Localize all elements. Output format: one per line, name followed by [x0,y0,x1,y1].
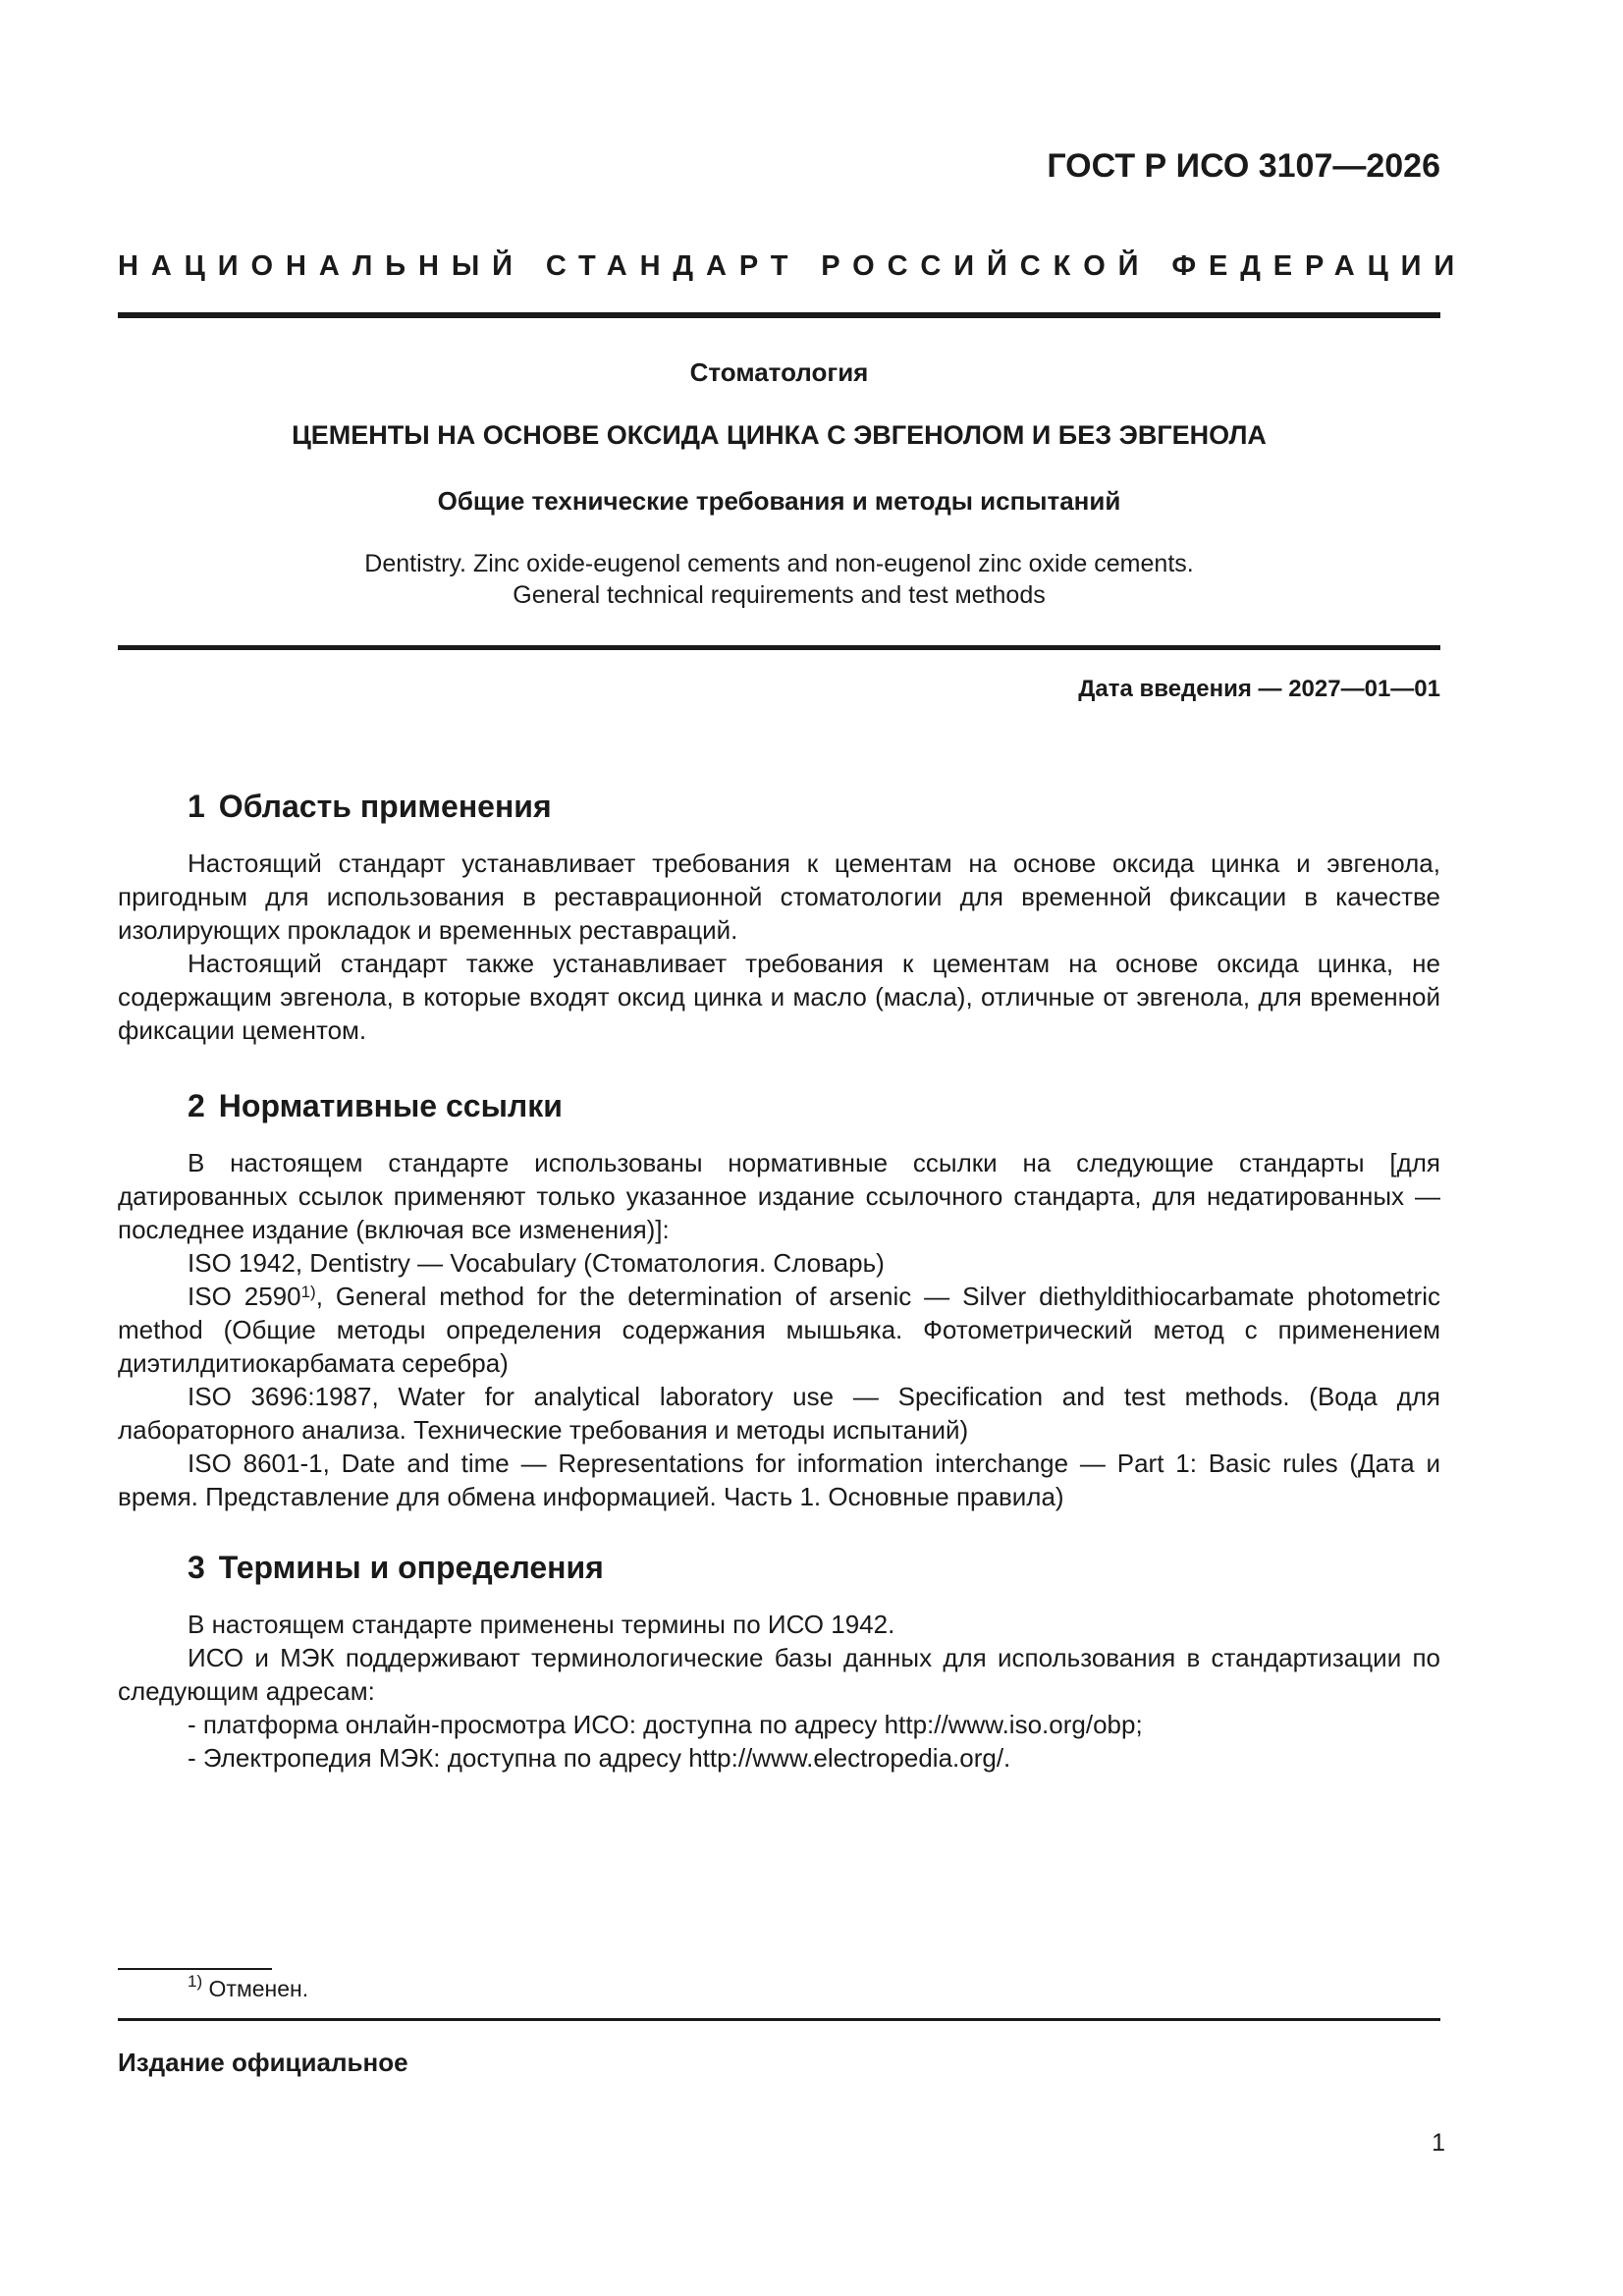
footnote-mark: 1) [300,1283,316,1301]
section-3-heading [188,1550,604,1586]
section-title: Нормативные ссылки [218,1088,563,1123]
footnote-separator [118,1968,272,1970]
english-title-line1: Dentistry. Zinc oxide-eugenol cements and non-eugenol zinc oxide cements. [364,550,1194,577]
section-1-body [118,847,1440,1047]
section-number: 1 [188,789,205,824]
main-title: ЦЕМЕНТЫ НА ОСНОВЕ ОКСИДА ЦИНКА С ЭВГЕНОЛОМ И БЕЗ ЭВГЕНОЛА [292,420,1267,450]
reference-item [118,1280,1440,1380]
list-item: - Электропедия МЭК: доступна по адресу http://www.electropedia.org/. [188,1743,1011,1773]
introduction-date: Дата введения — 2027—01—01 [1078,676,1440,702]
subject-title: Стоматология [689,357,869,387]
footnote [188,1972,309,2002]
english-title [118,548,1440,611]
section-2-body [118,1146,1440,1513]
paragraph: В настоящем стандарте применены термины по ИСО 1942. [188,1610,895,1639]
reference-text: , General method for the determination of arsenic — Silver diethyldithiocarbamate photometric method (Общие методы определения содержания мышьяка. Фотометрический метод с применением диэтилдитиокарбамата серебра) [118,1282,1440,1378]
english-title-line2: General technical requirements and test мethods [513,581,1046,609]
section-number: 3 [188,1550,205,1585]
paragraph: ИСО и МЭК поддерживают терминологические базы данных для использования в стандартизации по следующим адресам: [118,1643,1440,1706]
section-number: 2 [188,1088,205,1123]
reference-item: ISO 1942, Dentistry — Vocabulary (Стоматология. Словарь) [188,1248,885,1278]
footnote-text: Отменен. [208,1976,309,2001]
list-item: - платформа онлайн-просмотра ИСО: доступна по адресу http://www.iso.org/obp; [188,1710,1143,1739]
bottom-divider [118,2018,1440,2021]
section-title: Термины и определения [218,1550,604,1585]
title-divider [118,645,1440,650]
edition-label: Издание официальное [118,2048,408,2077]
national-standard-banner: НАЦИОНАЛЬНЫЙ СТАНДАРТ РОССИЙСКОЙ ФЕДЕРАЦИИ [118,250,1468,282]
subtitle: Общие технические требования и методы испытаний [437,486,1121,516]
paragraph: Настоящий стандарт также устанавливает требования к цементам на основе оксида цинка, не содержащим эвгенола, в которые входят оксид цинка и масло (масла), отличные от эвгенола, для временной фиксации цементом. [118,949,1440,1045]
reference-code: ISO 2590 [188,1282,301,1311]
paragraph: В настоящем стандарте использованы нормативные ссылки на следующие стандарты [для датированных ссылок применяют только указанное издание ссылочного стандарта, для недатированных — последнее издание (включая все изменения)]: [118,1148,1440,1244]
reference-item: ISO 8601-1, Date and time — Representations for information interchange — Part 1: Basic rules (Дата и время. Представление для обмена информацией. Часть 1. Основные правила) [118,1449,1440,1511]
top-divider [118,312,1440,318]
document-code: ГОСТ Р ИСО 3107—2026 [1047,147,1440,185]
section-3-body [118,1608,1440,1775]
footnote-mark: 1) [188,1972,203,1991]
section-title: Область применения [218,789,552,824]
section-2-heading [188,1088,563,1124]
reference-item: ISO 3696:1987, Water for analytical laboratory use — Specification and test methods. (Вода для лабораторного анализа. Технические требования и методы испытаний) [118,1382,1440,1445]
paragraph: Настоящий стандарт устанавливает требования к цементам на основе оксида цинка и эвгенола, пригодным для использования в реставрационной стоматологии для временной фиксации в качестве изолирующих прокладок и временных реставраций. [118,848,1440,945]
section-1-heading [188,789,552,825]
page-number: 1 [1432,2129,1445,2157]
